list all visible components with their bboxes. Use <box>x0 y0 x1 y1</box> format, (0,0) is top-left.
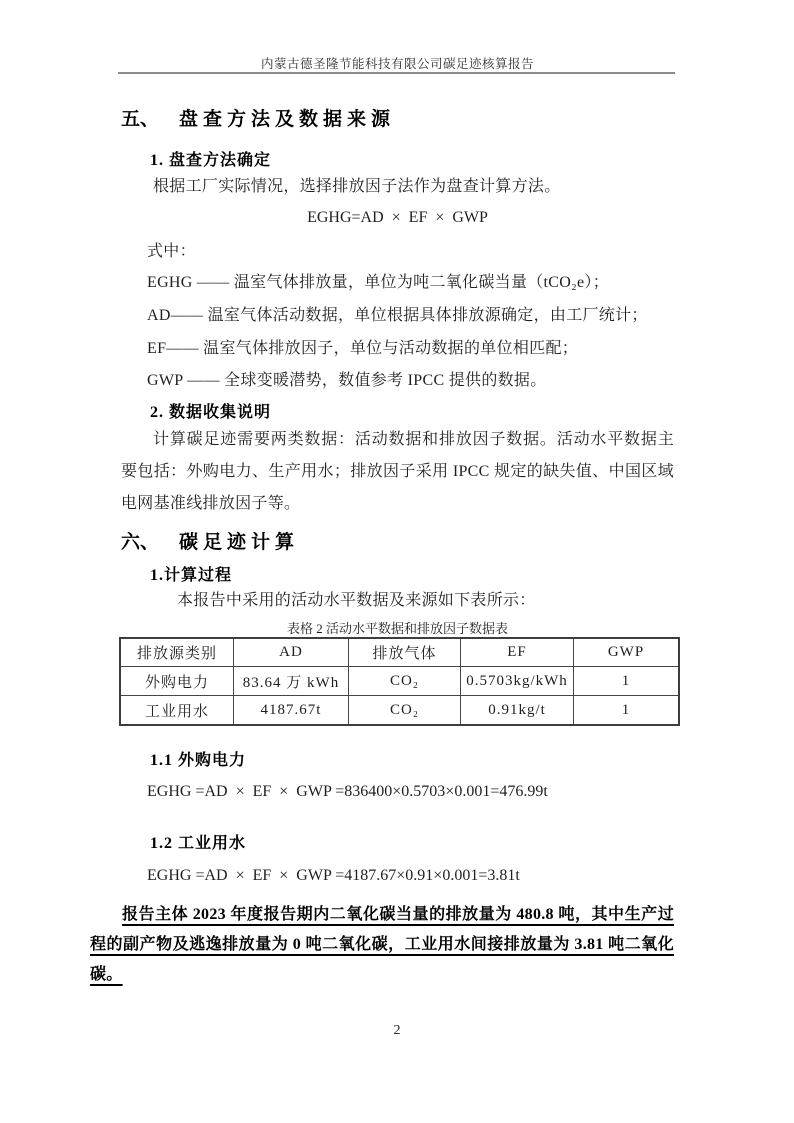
section-5-heading <box>121 104 674 131</box>
cell-gas: CO₂ <box>349 696 461 726</box>
running-header-title: 内蒙古德圣隆节能科技有限公司碳足迹核算报告 <box>260 57 534 71</box>
column-header-ad: AD <box>234 638 349 667</box>
cell-ef: 0.5703kg/kWh <box>461 667 574 696</box>
page-number: 2 <box>393 1023 401 1038</box>
column-header-gwp: GWP <box>574 638 680 667</box>
conclusion-paragraph: 报告主体 2023 年度报告期内二氧化碳当量的排放量为 480.8 吨，其中生产过程的副产物及逃逸排放量为 0 吨二氧化碳，工业用水间接排放量为 3.81 吨二氧化碳。 <box>90 906 674 983</box>
cell-source: 外购电力 <box>120 667 234 696</box>
column-header-gas: 排放气体 <box>349 638 461 667</box>
cell-gwp: 1 <box>574 667 680 696</box>
method-paragraph: 根据工厂实际情况，选择排放因子法作为盘查计算方法。 <box>153 178 561 195</box>
water-calculation-formula: EGHG =AD × EF × GWP =4187.67×0.91×0.001=3.81t <box>147 867 520 884</box>
activity-data-table <box>119 637 680 726</box>
cell-ef: 0.91kg/t <box>461 696 574 726</box>
subsection-1-2-heading: 1.2 工业用水 <box>150 835 247 852</box>
subsection-5-2-heading: 2. 数据收集说明 <box>150 404 272 421</box>
section-6-title: 碳足迹计算 <box>179 532 300 553</box>
subsection-5-1-heading: 1. 盘查方法确定 <box>150 152 272 169</box>
cell-ad: 83.64 万 kWh <box>234 667 349 696</box>
formula-where-label: 式中： <box>147 243 196 260</box>
column-header-source: 排放源类别 <box>120 638 234 667</box>
subsection-1-1-heading: 1.1 外购电力 <box>150 752 247 769</box>
data-collection-paragraph: 计算碳足迹需要两类数据：活动数据和排放因子数据。活动水平数据主要包括：外购电力、生产用水；排放因子采用 IPCC 规定的缺失值、中国区域电网基准线排放因子等。 <box>121 431 674 512</box>
section-6-heading <box>121 527 674 554</box>
cell-ad: 4187.67t <box>234 696 349 726</box>
table-row-water <box>120 696 679 726</box>
table-row-electricity <box>120 667 679 696</box>
electricity-calculation-formula: EGHG =AD × EF × GWP =836400×0.5703×0.001=476.99t <box>147 783 548 800</box>
cell-gas: CO₂ <box>349 667 461 696</box>
formula-definition-ad: AD—— 温室气体活动数据，单位根据具体排放源确定，由工厂统计； <box>147 307 648 324</box>
table-intro-paragraph: 本报告中采用的活动水平数据及来源如下表所示： <box>177 592 536 609</box>
table-caption: 表格 2 活动水平数据和排放因子数据表 <box>286 621 508 636</box>
formula-definition-ef: EF—— 温室气体排放因子，单位与活动数据的单位相匹配； <box>147 340 579 357</box>
formula-definition-eghg: EGHG —— 温室气体排放量，单位为吨二氧化碳当量（tCO₂e）； <box>147 274 609 291</box>
cell-gwp: 1 <box>574 696 680 726</box>
subsection-6-1-heading: 1.计算过程 <box>150 567 233 584</box>
section-5-title: 盘查方法及数据来源 <box>179 109 396 130</box>
cell-source: 工业用水 <box>120 696 234 726</box>
table-header-row <box>120 638 679 667</box>
section-6-number: 六、 <box>121 532 160 553</box>
header-rule <box>118 72 675 74</box>
column-header-ef: EF <box>461 638 574 667</box>
ghg-formula: EGHG=AD × EF × GWP <box>307 209 488 226</box>
section-5-number: 五、 <box>121 109 160 130</box>
formula-definition-gwp: GWP —— 全球变暖潜势，数值参考 IPCC 提供的数据。 <box>147 372 547 389</box>
